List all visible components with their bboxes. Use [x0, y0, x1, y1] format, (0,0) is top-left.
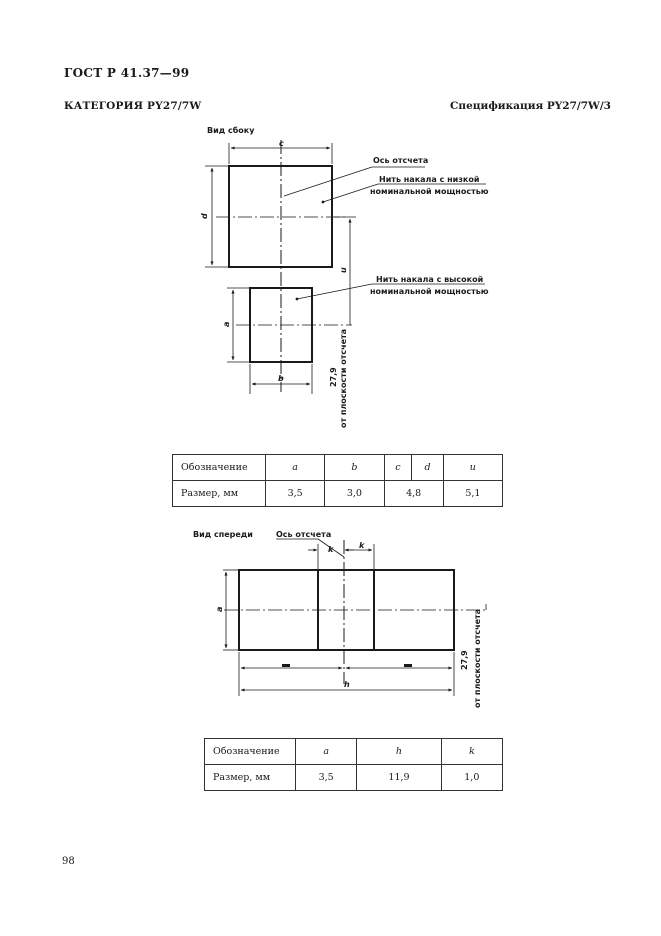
table-row-label: Размер, мм: [173, 481, 266, 507]
high-filament-label-2: номинальной мощностью: [370, 287, 489, 296]
table-header-label: Обозначение: [205, 739, 296, 765]
table-row: [205, 765, 503, 791]
right-equal-mark: [404, 664, 412, 667]
dimension-k-label: k: [328, 545, 334, 554]
table-cell: 3,0: [325, 481, 384, 507]
category-title: КАТЕГОРИЯ PY27/7W: [64, 100, 202, 112]
front-dimension-a-label: a: [215, 606, 224, 612]
table-cell: 5,1: [443, 481, 502, 507]
dimension-k2-label: k: [359, 541, 365, 550]
dimension-c-label: c: [279, 139, 284, 148]
table-cell: 11,9: [357, 765, 441, 791]
table-cell: 3,5: [296, 765, 357, 791]
document-code: ГОСТ Р 41.37—99: [64, 66, 190, 80]
side-axis-label: Ось отсчета: [373, 156, 429, 165]
table-cell: a: [266, 455, 325, 481]
ref-distance-text: от плоскости отсчета: [339, 328, 348, 428]
dimension-b-label: b: [278, 374, 284, 383]
dimension-h-label: h: [344, 680, 350, 689]
ref-distance-value: 27,9: [329, 367, 338, 387]
front-ref-distance-text: от плоскости отсчета: [473, 608, 482, 708]
front-view-title: Вид спереди: [193, 530, 253, 539]
specification-title: Спецификация PY27/7W/3: [450, 100, 611, 112]
table-row: [173, 455, 503, 481]
page-number: 98: [62, 856, 75, 867]
axis-leader: [284, 167, 372, 196]
front-axis-label: Ось отсчета: [276, 530, 332, 539]
table-header-label: Обозначение: [173, 455, 266, 481]
table-cell: 3,5: [266, 481, 325, 507]
table-cell: d: [412, 455, 443, 481]
front-ref-distance-value: 27,9: [460, 650, 469, 670]
table-cell: h: [357, 739, 441, 765]
low-filament-label-2: номинальной мощностью: [370, 187, 489, 196]
table-cell: c: [384, 455, 412, 481]
table-cell: u: [443, 455, 502, 481]
table-row-label: Размер, мм: [205, 765, 296, 791]
table-row: [205, 739, 503, 765]
side-view-title: Вид сбоку: [207, 126, 255, 135]
table-row: [173, 481, 503, 507]
high-filament-leader: [297, 284, 372, 299]
table-cell: 1,0: [441, 765, 502, 791]
dimensions-table-1: [172, 454, 503, 507]
table-cell: b: [325, 455, 384, 481]
dimension-d-label: d: [200, 213, 209, 219]
left-equal-mark: [282, 664, 290, 667]
low-filament-label-1: Нить накала с низкой: [379, 175, 480, 184]
high-filament-label-1: Нить накала с высокой: [376, 275, 484, 284]
table-cell: 4,8: [384, 481, 443, 507]
dimensions-table-2: [204, 738, 503, 791]
table-cell: k: [441, 739, 502, 765]
table-cell: a: [296, 739, 357, 765]
dimension-a-label: a: [222, 321, 231, 327]
dimension-u-label: u: [339, 267, 348, 273]
